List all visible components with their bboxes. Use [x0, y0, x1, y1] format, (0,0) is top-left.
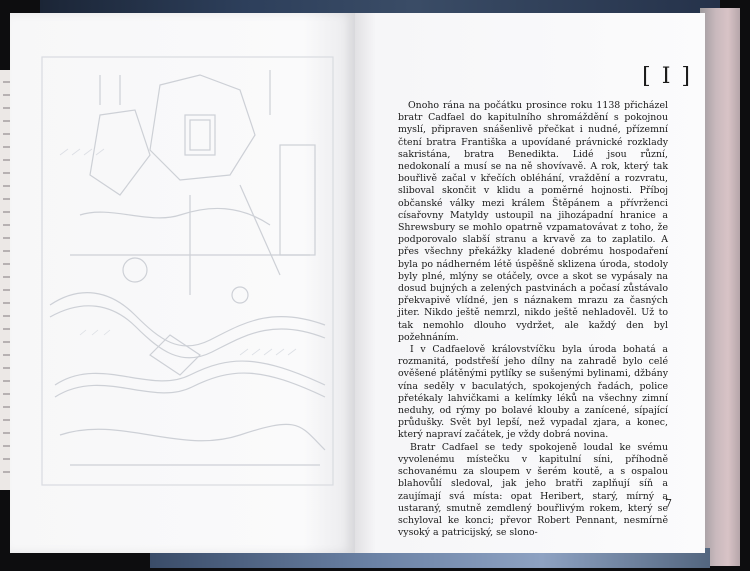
- town-map-illustration: [40, 55, 335, 487]
- chapter-number: [ I ]: [642, 64, 692, 89]
- chapter-body-text: [398, 100, 668, 539]
- left-page: [10, 13, 355, 553]
- paragraph-2: I v Cadfaelově královstvíčku byla úroda bohatá a rozmanitá, podstřeší jeho dílny na zahradě bylo celé ověšené plátěnými pytlíky se sušenými bylinami, džbány vína seděly v baculatých, spokojených řadách, police přetékaly lahvičkami a kelímky léků na všechny zimní neduhy, od rýmy po bolavé klouby a zanícené, sípající průdušky. Svět byl lepší, než vypadal zjara, a konec, který napraví začátek, je vždy dobrá novina.: [398, 344, 668, 441]
- paragraph-1: Onoho rána na počátku prosince roku 1138 přicházel bratr Cadfael do kapitulního shromáždění s pokojnou myslí, připraven snášenlivě přečkat i nudné, přízemní čtení bratra Františka a upovídané právnické rozklady sakristána, bratra Benedikta. Lidé jsou různí, nedokonalí a musí se na ně shovívavě. A rok, který tak bouřlivě začal v křečích obléhání, vraždění a rozvratu, sliboval skončit v klidu a poměrné hojnosti. Příboj občanské války mezi králem Štěpánem a přívrženci císařovny Matyldy ustoupil na jihozápadní hranice a Shrewsbury se mohlo opatrně vzpamatovávat z toho, že podporovalo slabší stranu a krvavě za to zaplatilo. A přes všechny překážky kladené dobrému hospodaření byla po nádherném létě úspěšně sklizena úroda, stodoly byly plné, mlýny se otáčely, ovce a skot se vypásaly na dosud bujných a zelených pastvinách a počasí zůstávalo překvapivě vlídné, jen s náznakem mrazu za časných jiter. Nikdo ještě nemrzl, nikdo ještě nehladověl. Už to tak nemohlo dlouho vydržet, ale každý den byl požehnáním.: [398, 100, 668, 343]
- book-cover-right-edge: [700, 8, 740, 566]
- paragraph-3: Bratr Cadfael se tedy spokojeně loudal ke svému vyvolenému místečku v kapitulní síni, příhodně schovanému za sloupem v šerém koutě, a s ospalou blahovůlí sledoval, jak jeho bratři zaplňují síň a zaujímají svá místa: opat Heribert, starý, mírný a ustaraný, smutně zemdlený bouřlivým rokem, který se schyloval ke konci; převor Robert Pennant, nesmírně vysoký a patricijský, se slono-: [398, 441, 668, 539]
- book-cover-top-edge: [40, 0, 720, 14]
- page-number: 7: [665, 497, 672, 510]
